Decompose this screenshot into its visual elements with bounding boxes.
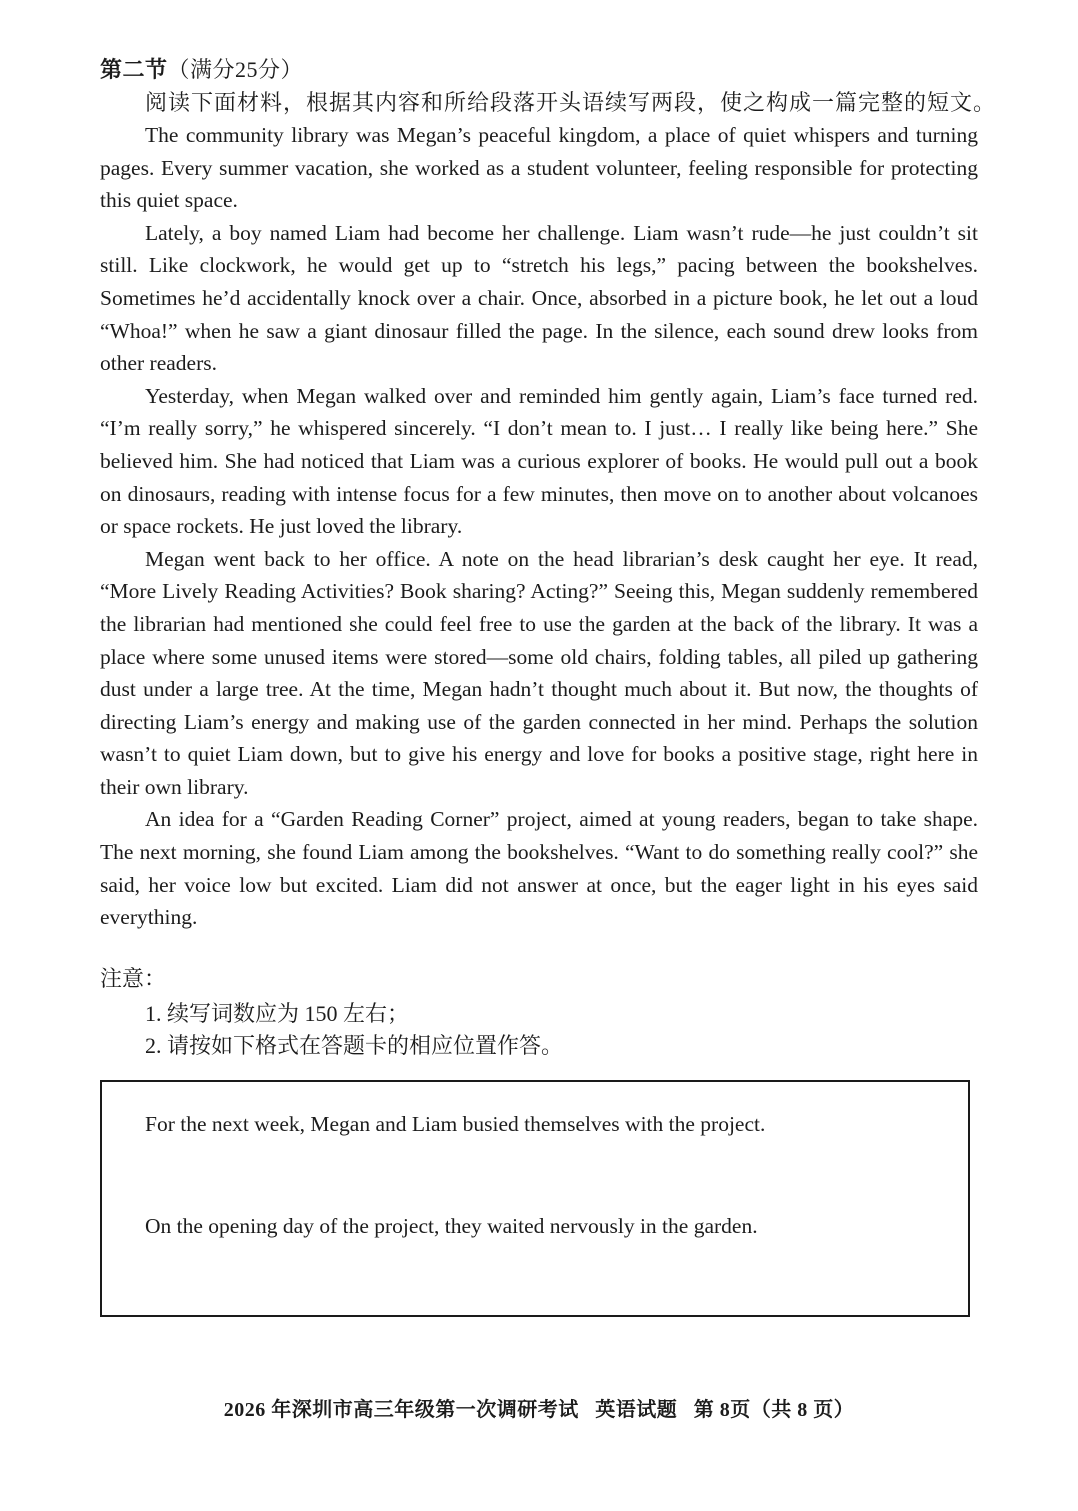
passage-paragraph: Lately, a boy named Liam had become her challenge. Liam wasn’t rude—he just couldn’t sit still. Like clockwork, he would get up to “stretch his legs,” pacing between the bookshelves. Sometimes he’d accidentally knock over a chair. Once, absorbed in a picture book, he let out a loud “Whoa!” when he saw a giant dinosaur filled the page. In the silence, each sound drew looks from other readers. xyxy=(100,220,978,376)
passage-paragraph: An idea for a “Garden Reading Corner” project, aimed at young readers, began to take shape. The next morning, she found Liam among the bookshelves. “Want to do something really cool?” she said, her voice low but excited. Liam did not answer at once, but the eager light in his eyes said everything. xyxy=(100,807,978,930)
page-footer xyxy=(0,1397,1078,1423)
section-score: （满分25分） xyxy=(167,57,304,82)
footer-exam-name: 2026 年深圳市高三年级第一次调研考试 xyxy=(223,1399,579,1421)
footer-page-number: 第 8页（共 8 页） xyxy=(693,1399,855,1421)
footer-subject: 英语试题 xyxy=(595,1399,678,1421)
section-heading xyxy=(100,56,303,84)
passage-paragraph: Yesterday, when Megan walked over and reminded him gently again, Liam’s face turned red. “I’m really sorry,” he whispered sincerely. “I don’t mean to. I just… I really like being here.” She believed him. She had noticed that Liam was a curious explorer of books. He would pull out a book on dinosaurs, reading with intense focus for a few minutes, then move on to another about volcanoes or space rockets. He just loved the library. xyxy=(100,383,978,539)
notice-title: 注意： xyxy=(100,966,167,991)
notice-list xyxy=(145,998,563,1062)
answer-format-box xyxy=(100,1080,970,1317)
notice-item: 1. 续写词数应为 150 左右； xyxy=(145,1001,410,1026)
section-title: 第二节 xyxy=(100,57,168,82)
task-instruction: 阅读下面材料，根据其内容和所给段落开头语续写两段，使之构成一篇完整的短文。 xyxy=(145,90,997,115)
passage-paragraph: The community library was Megan’s peaceful kingdom, a place of quiet whispers and turning pages. Every summer vacation, she worked as a student volunteer, feeling responsible for protecting this quiet space. xyxy=(100,123,978,213)
passage-paragraph: Megan went back to her office. A note on the head librarian’s desk caught her eye. It read, “More Lively Reading Activities? Book sharing? Acting?” Seeing this, Megan suddenly remembered the librarian had mentioned she could feel free to use the garden at the back of the library. It was a place where some unused items were stored—some old chairs, folding tables, all piled up gathering dust under a large tree. At the time, Megan hadn’t thought much about it. But now, the thoughts of directing Liam’s energy and making use of the garden connected in her mind. Perhaps the solution wasn’t to quiet Liam down, but to give his energy and love for books a positive stage, right here in their own library. xyxy=(100,546,978,799)
notice-item: 2. 请按如下格式在答题卡的相应位置作答。 xyxy=(145,1033,564,1058)
paragraph-opening-1: For the next week, Megan and Liam busied themselves with the project. xyxy=(145,1112,766,1136)
paragraph-opening-2: On the opening day of the project, they waited nervously in the garden. xyxy=(145,1214,758,1238)
reading-passage xyxy=(100,119,978,934)
